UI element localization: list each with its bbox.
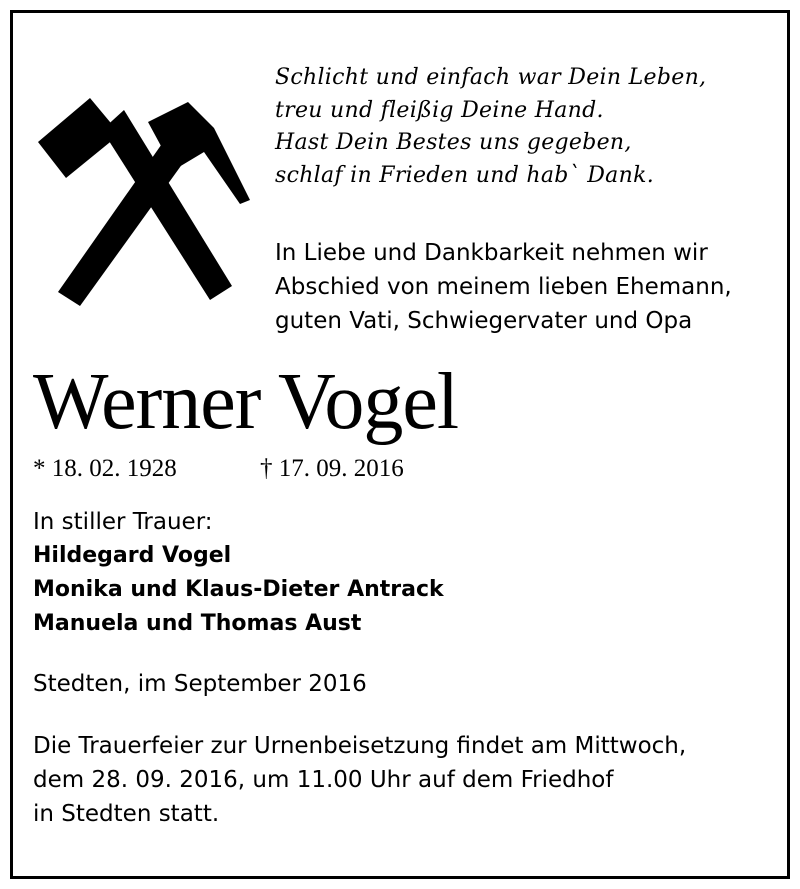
intro-text <box>275 236 775 338</box>
birth-date: * 18. 02. 1928 <box>33 455 177 482</box>
place-date: Stedten, im September 2016 <box>33 671 367 697</box>
ceremony-line: in Stedten statt. <box>33 801 220 827</box>
ceremony-line: dem 28. 09. 2016, um 11.00 Uhr auf dem Friedhof <box>33 767 614 793</box>
poem-line: Hast Dein Bestes uns gegeben, <box>275 130 632 155</box>
intro-line: In Liebe und Dankbarkeit nehmen wir <box>275 240 708 266</box>
mourner-name: Hildegard Vogel <box>33 543 232 568</box>
poem-line: schlaf in Frieden und hab` Dank. <box>275 162 654 188</box>
mourners-list <box>33 539 444 641</box>
ceremony-notice <box>33 729 773 831</box>
mourners-label: In stiller Trauer: <box>33 509 213 535</box>
ceremony-line: Die Trauerfeier zur Urnenbeisetzung findet am Mittwoch, <box>33 733 687 759</box>
intro-line: guten Vati, Schwiegervater und Opa <box>275 308 693 334</box>
mourner-name: Monika und Klaus-Dieter Antrack <box>33 577 444 602</box>
poem-line: Schlicht und einfach war Dein Leben, <box>275 65 707 90</box>
mourner-name: Manuela und Thomas Aust <box>33 611 362 636</box>
deceased-name: Werner Vogel <box>33 358 459 446</box>
poem-line: treu und fleißig Deine Hand. <box>275 97 604 123</box>
life-dates <box>33 454 404 484</box>
poem <box>275 62 775 192</box>
crossed-hammers-icon <box>28 90 258 310</box>
intro-line: Abschied von meinem lieben Ehemann, <box>275 274 732 300</box>
death-date: † 17. 09. 2016 <box>260 455 404 482</box>
